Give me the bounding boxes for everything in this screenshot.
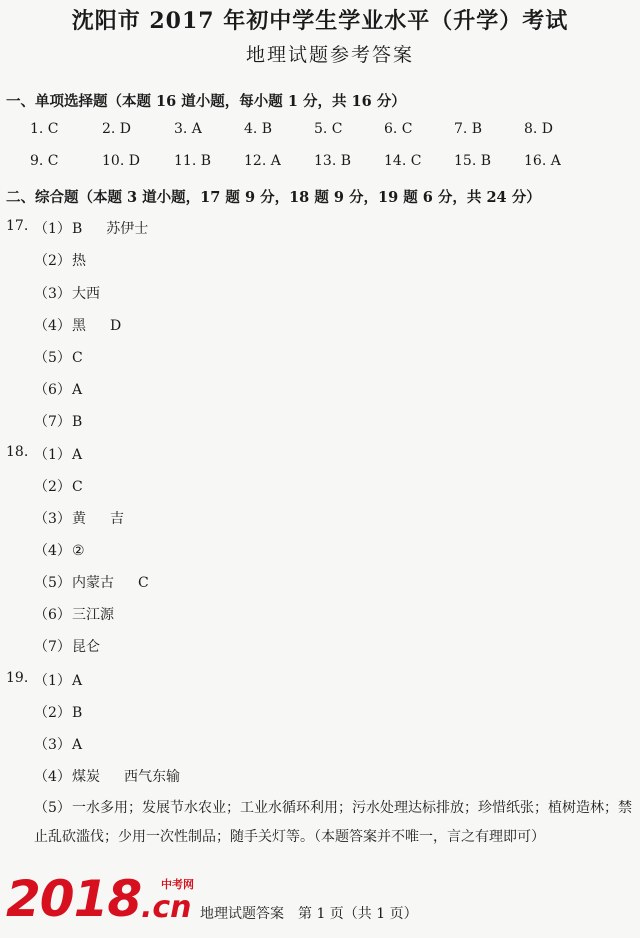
q19-item-2: （2）B (34, 705, 83, 721)
mc-answer: 5. C (314, 121, 343, 137)
q19-item-3: （3）A (34, 737, 83, 753)
mc-answer: 2. D (102, 121, 132, 137)
mc-row-2 (30, 153, 610, 175)
q18-item-2: （2）C (34, 479, 83, 495)
mc-answer: 9. C (30, 153, 59, 169)
page-title: 沈阳市 2017 年初中学生学业水平（升学）考试 (71, 8, 569, 34)
page-subtitle: 地理试题参考答案 (245, 44, 414, 66)
mc-answer: 15. B (454, 153, 492, 169)
q19-item-1: （1）A (34, 673, 83, 689)
mc-answer: 4. B (244, 121, 273, 137)
q17-item-7: （7）B (34, 414, 83, 430)
question-19-number: 19. (6, 670, 29, 686)
q18-item-7: （7）昆仑 (34, 639, 100, 655)
q18-item-3: （3）黄 吉 (34, 511, 124, 527)
mc-answer: 13. B (314, 153, 352, 169)
site-watermark-logo (6, 870, 206, 930)
mc-answer: 1. C (30, 121, 59, 137)
q18-item-6: （6）三江源 (34, 607, 114, 623)
q17-item-5: （5）C (34, 350, 83, 366)
q17-item-2: （2）热 (34, 253, 86, 269)
mc-answer: 7. B (454, 121, 483, 137)
question-17-number: 17. (6, 218, 29, 234)
q17-item-6: （6）A (34, 382, 83, 398)
watermark-main-text: 2018 (6, 870, 142, 928)
mc-answer: 6. C (384, 121, 413, 137)
mc-answer: 16. A (524, 153, 561, 169)
mc-answer: 12. A (244, 153, 281, 169)
mc-answer: 11. B (174, 153, 212, 169)
mc-answer: 8. D (524, 121, 554, 137)
watermark-small-text: 中考网 (161, 878, 194, 891)
q18-item-4: （4）② (34, 543, 85, 559)
q17-item-1: （1）B 苏伊士 (34, 221, 149, 237)
q19-item-5: （5）一水多用；发展节水农业；工业水循环利用；污水处理达标排放；珍惜纸张；植树造林；禁止乱砍滥伐；少用一次性制品；随手关灯等。（本题答案并不唯一，言之有理即可） (34, 800, 632, 845)
section1-heading: 一、单项选择题（本题 16 道小题，每小题 1 分，共 16 分） (6, 93, 406, 110)
mc-answer: 10. D (102, 153, 140, 169)
q19-item-4: （4）煤炭 西气东输 (34, 769, 180, 785)
mc-answer: 14. C (384, 153, 422, 169)
q19-item-5-text: 一水多用；发展节水农业；工业水循环利用；污水处理达标排放；珍惜纸张；植树造林；禁止乱砍滥伐；少用一次性制品；随手关灯等。（本题答案并不唯一，言之有理即可） (34, 800, 632, 845)
q18-item-5: （5）内蒙古 C (34, 575, 149, 591)
question-18-number: 18. (6, 444, 29, 460)
page-footer: 地理试题答案 第 1 页（共 1 页） (200, 906, 418, 922)
q18-item-1: （1）A (34, 447, 83, 463)
mc-answer: 3. A (174, 121, 202, 137)
q17-item-4: （4）黑 D (34, 318, 122, 334)
section2-heading: 二、综合题（本题 3 道小题，17 题 9 分，18 题 9 分，19 题 6 分，共 24 分） (6, 189, 541, 206)
q17-item-3: （3）大西 (34, 286, 100, 302)
mc-row-1 (30, 121, 610, 143)
watermark-suffix-text: .cn (141, 890, 192, 925)
